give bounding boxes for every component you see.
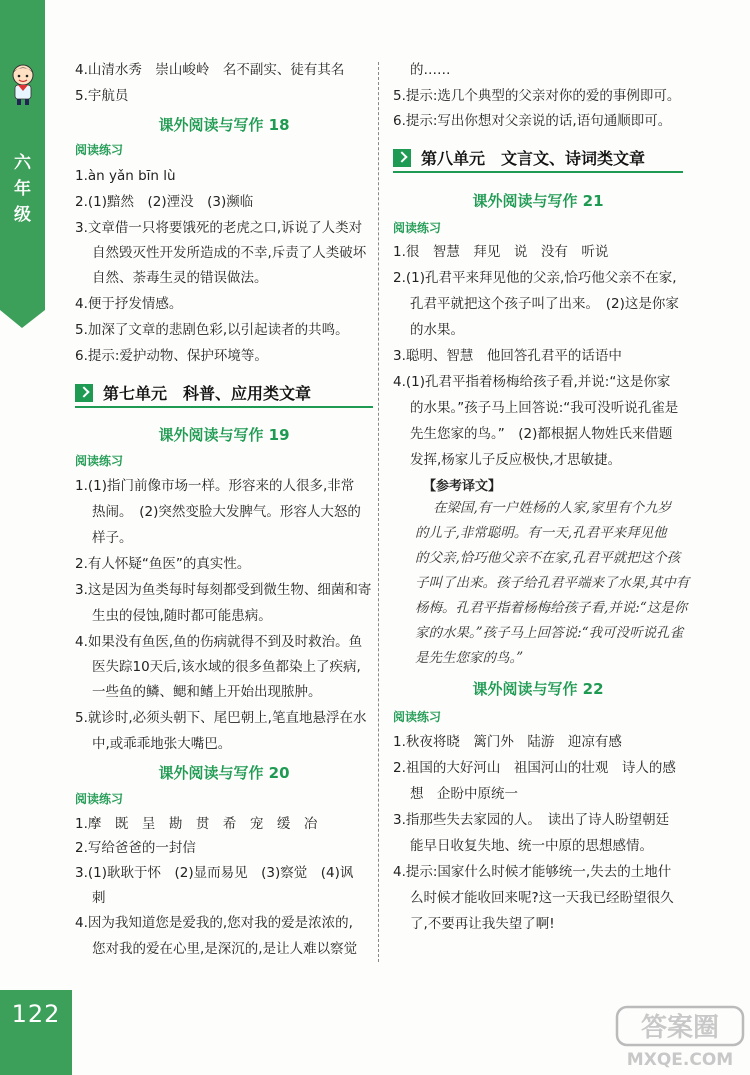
unit-8-banner [393, 146, 683, 172]
subheading: 阅读练习 [393, 221, 442, 235]
answer-line: 1.àn yǎn bīn lù [75, 168, 176, 184]
answer-line: 刺 [92, 890, 106, 906]
translation-line: 在梁国,有一户姓杨的人家,家里有个九岁 [433, 500, 672, 516]
watermark-logo [615, 1005, 745, 1069]
answer-line: 2.有人怀疑“鱼医”的真实性。 [75, 556, 251, 572]
answer-line: 4.提示:国家什么时候才能够统一,失去的土地什 [393, 864, 672, 880]
unit-rule [75, 406, 373, 408]
answer-line: 6.提示:写出你想对父亲说的话,语句通顺即可。 [393, 113, 672, 129]
translation-line: 子叫了出来。孩子给孔君平端来了水果,其中有 [415, 575, 690, 591]
chevron-right-icon [393, 149, 411, 167]
section-heading-22: 课外阅读与写作 22 [472, 680, 604, 698]
answer-line: 了,不要再让我失望了啊! [410, 916, 555, 932]
answer-line: 5.加深了文章的悲剧色彩,以引起读者的共鸣。 [75, 322, 349, 338]
chevron-right-icon [75, 384, 93, 402]
grade-char-3: 级 [14, 205, 31, 225]
unit-7-banner [75, 381, 373, 407]
answer-line: 2.祖国的大好河山 祖国河山的壮观 诗人的感 [393, 760, 676, 776]
answer-line: 4.山清水秀 崇山峻岭 名不副实、徒有其名 [75, 62, 345, 78]
subheading: 阅读练习 [393, 710, 442, 724]
answer-line: 3.聪明、智慧 他回答孔君平的话语中 [393, 348, 622, 364]
answer-line: 4.便于抒发情感。 [75, 296, 183, 312]
section-heading-19: 课外阅读与写作 19 [158, 426, 290, 444]
grade-char-2: 年 [14, 179, 31, 199]
unit-title: 第八单元 文言文、诗词类文章 [421, 149, 646, 168]
answer-line: 您对我的爱在心里,是深沉的,是让人难以察觉 [92, 941, 358, 957]
answer-line: 6.提示:爱护动物、保护环境等。 [75, 348, 268, 364]
answer-line: 生虫的侵蚀,随时都可能患病。 [92, 608, 272, 624]
answer-line: 医失踪10天后,该水域的很多鱼都染上了疾病, [92, 659, 361, 675]
answer-line: 2.写给爸爸的一封信 [75, 840, 196, 856]
translation-line: 的父亲,恰巧他父亲不在家,孔君平就把这个孩 [415, 550, 681, 566]
answer-line: 2.(1)孔君平来拜见他的父亲,恰巧他父亲不在家, [393, 270, 677, 286]
answer-line: 4.如果没有鱼医,鱼的伤病就得不到及时救治。鱼 [75, 634, 363, 650]
answer-line: 孔君平就把这个孩子叫了出来。 (2)这是你家 [410, 296, 679, 312]
answer-line: 1.摩 既 呈 勘 贯 希 宠 缓 冶 [75, 816, 318, 832]
answer-line: 5.提示:选几个典型的父亲对你的爱的事例即可。 [393, 88, 681, 104]
reference-translation-label: 【参考译文】 [423, 479, 502, 494]
answer-line: 3.(1)耿耿于怀 (2)显而易见 (3)察觉 (4)讽 [75, 865, 354, 881]
answer-line: 中,或乖乖地张大嘴巴。 [92, 736, 232, 752]
grade-sidebar [0, 0, 45, 1075]
page-number: 122 [11, 1000, 61, 1028]
sidebar-arrow [0, 310, 45, 328]
subheading: 阅读练习 [75, 792, 124, 806]
section-heading-20: 课外阅读与写作 20 [158, 764, 290, 782]
answer-line: 热闹。 (2)突然变脸大发脾气。形容人大怒的 [92, 504, 361, 520]
section-heading-21: 课外阅读与写作 21 [472, 192, 604, 210]
answer-line: 4.(1)孔君平指着杨梅给孩子看,并说:“这是你家 [393, 374, 671, 390]
answer-line: 么时候才能收回来呢?这一天我已经盼望很久 [410, 890, 674, 906]
answer-line: 自然、荼毒生灵的错误做法。 [92, 270, 268, 286]
unit-title: 第七单元 科普、应用类文章 [103, 384, 312, 403]
subheading: 阅读练习 [75, 454, 124, 468]
answer-line: 自然毁灭性开发所造成的不幸,斥责了人类破坏 [92, 245, 367, 261]
answer-line: 的水果。 [410, 322, 464, 338]
answer-line: 1.(1)指门前像市场一样。形容来的人很多,非常 [75, 478, 355, 494]
answer-line: 1.秋夜将晓 篱门外 陆游 迎凉有感 [393, 734, 622, 750]
translation-line: 的儿子,非常聪明。有一天,孔君平来拜见他 [415, 525, 667, 541]
answer-line: 1.很 智慧 拜见 说 没有 听说 [393, 244, 609, 260]
student-mascot-icon [6, 62, 40, 106]
unit-rule [393, 171, 683, 173]
translation-line: 家的水果。”孩子马上回答说:“我可没听说孔雀 [415, 625, 684, 641]
answer-line: 5.宇航员 [75, 88, 129, 104]
answer-line: 5.就诊时,必须头朝下、尾巴朝上,笔直地悬浮在水 [75, 710, 367, 726]
answer-line: 的…… [410, 62, 451, 78]
watermark-url: MXQE.COM [626, 1050, 734, 1069]
answer-line: 3.这是因为鱼类每时每刻都受到微生物、细菌和寄 [75, 582, 372, 598]
translation-line: 是先生您家的鸟。” [415, 650, 524, 666]
answer-line: 想 企盼中原统一 [410, 786, 518, 802]
section-heading-18: 课外阅读与写作 18 [158, 116, 290, 134]
column-divider [378, 62, 379, 962]
answer-line: 能早日收复失地、统一中原的思想感情。 [410, 838, 653, 854]
translation-line: 杨梅。孔君平指着杨梅给孩子看,并说:“这是你 [415, 600, 688, 616]
watermark-text: 答案圈 [640, 1013, 720, 1043]
answer-line: 2.(1)黯然 (2)湮没 (3)濒临 [75, 194, 254, 210]
answer-line: 3.文章借一只将要饿死的老虎之口,诉说了人类对 [75, 220, 363, 236]
grade-char-1: 六 [14, 153, 31, 173]
answer-line: 一些鱼的鳞、鳃和鳍上开始出现脓肿。 [92, 684, 322, 700]
answer-line: 先生您家的鸟。” (2)都根据人物姓氏来借题 [410, 426, 673, 442]
answer-line: 的水果。”孩子马上回答说:“我可没听说孔雀是 [410, 400, 679, 416]
answer-line: 样子。 [92, 530, 133, 546]
answer-line: 3.指那些失去家园的人。 读出了诗人盼望朝廷 [393, 812, 670, 828]
answer-line: 发挥,杨家儿子反应极快,才思敏捷。 [410, 452, 622, 468]
subheading: 阅读练习 [75, 143, 124, 157]
answer-line: 4.因为我知道您是爱我的,您对我的爱是浓浓的, [75, 915, 353, 931]
